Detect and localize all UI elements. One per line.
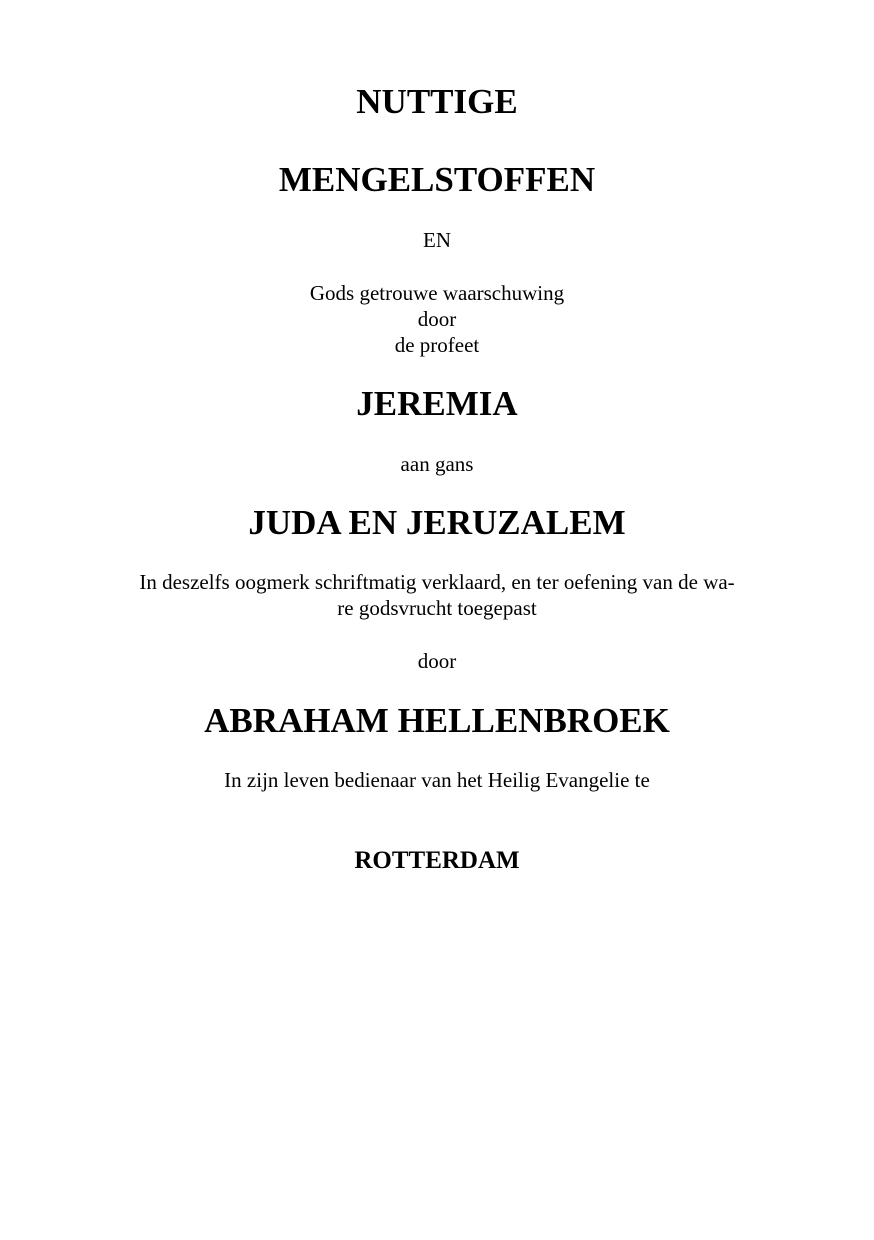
subtitle-line: Gods getrouwe waarschuwing (309, 281, 565, 305)
author-name: ABRAHAM HELLENBROEK (204, 701, 670, 740)
city-name: ROTTERDAM (354, 847, 520, 874)
author-role: In zijn leven bedienaar van het Heilig Evangelie te (224, 768, 650, 792)
prophet-name: JEREMIA (356, 384, 518, 423)
title-line-mengelstoffen: MENGELSTOFFEN (278, 160, 596, 199)
addressee-name: JUDA EN JERUZALEM (248, 503, 626, 542)
addressee-intro: aan gans (400, 452, 474, 476)
description-line: re godsvrucht toegepast (337, 596, 537, 620)
title-line-en: EN (423, 228, 451, 252)
description-line: In deszelfs oogmerk schriftmatig verklaard, en ter oefening van de wa- (139, 570, 735, 594)
author-intro: door (417, 649, 457, 673)
title-line-nuttige: NUTTIGE (356, 82, 518, 121)
subtitle-line: de profeet (394, 333, 480, 357)
subtitle-line: door (417, 307, 457, 331)
